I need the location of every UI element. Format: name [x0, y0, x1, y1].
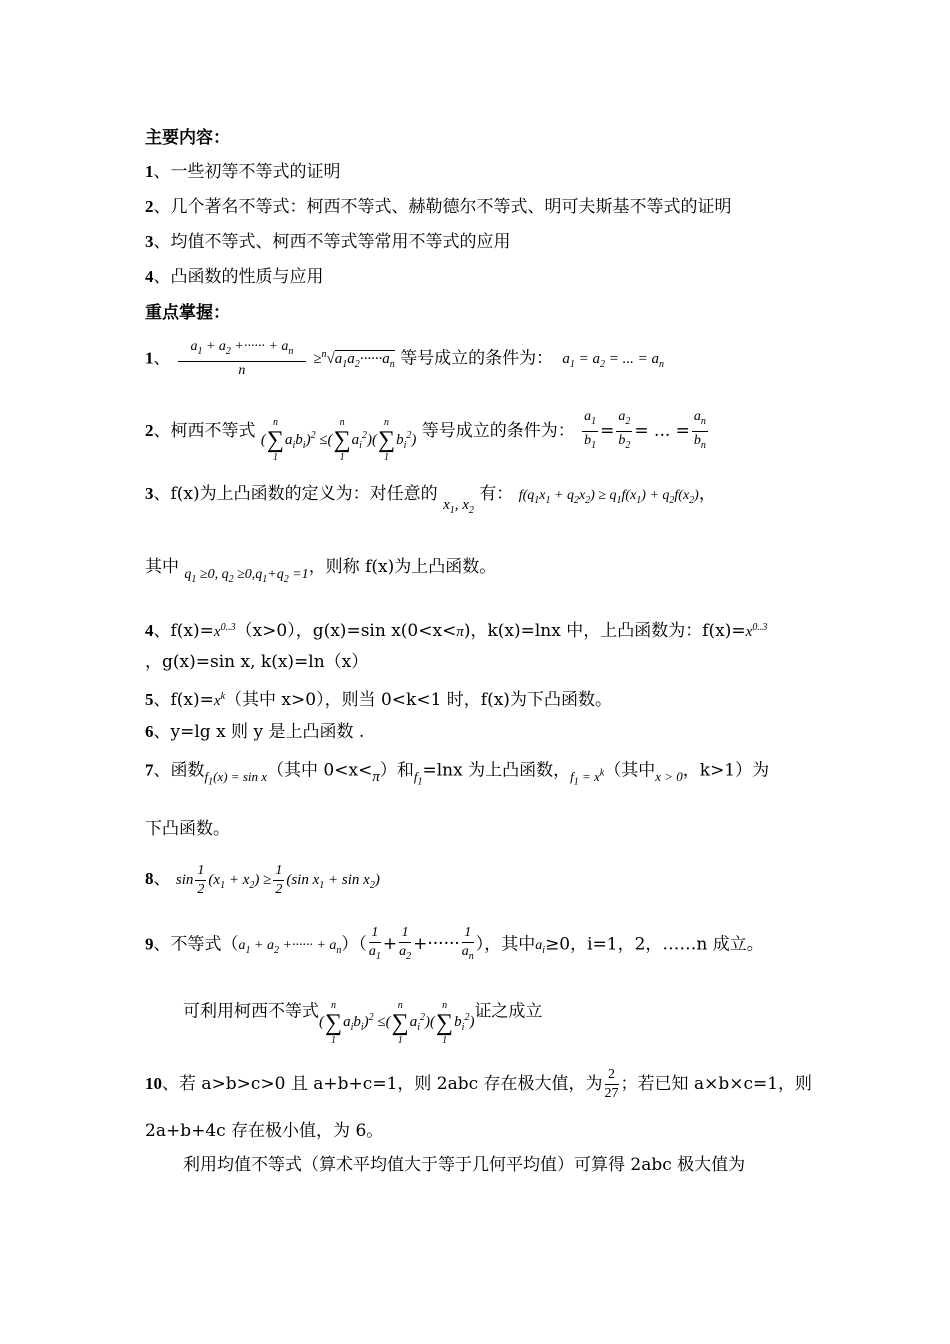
item-text: 、均值不等式、柯西不等式等常用不等式的应用	[153, 232, 511, 252]
equality-condition-formula: $a_1 = a_2$ = ... = $a_n$	[558, 351, 664, 371]
key-point-10	[145, 1066, 812, 1103]
exponent: 0..3	[220, 622, 236, 633]
sum-a-formula: $a_1 + a_2$ +······ + $a_n$	[238, 938, 342, 957]
pi-symbol: π	[372, 769, 380, 786]
points-formula: $x_1$, $x_2$	[443, 497, 474, 516]
item-text: 、f(x)=	[153, 690, 214, 710]
power-function-formula: f1 = xk	[570, 768, 605, 788]
exponent: 0..3	[752, 622, 768, 633]
item-text: 、f(x)=	[153, 621, 214, 641]
item-number: 5	[145, 690, 154, 709]
item-text: 、柯西不等式	[153, 420, 256, 441]
heading-key-points: 重点掌握：	[145, 303, 230, 323]
item-text: ）和	[379, 760, 414, 781]
key-point-9	[145, 924, 764, 966]
item-sep: 、	[153, 868, 171, 889]
power-k-formula: $x^k$	[213, 691, 226, 709]
power-formula: $x^{0..3}$	[213, 622, 236, 640]
key-point-10-line2: 2a+b+4c 存在极小值，为 6。	[145, 1121, 384, 1141]
key-point-6	[145, 721, 364, 743]
sine-function-formula: f1(x) = sin x	[204, 769, 268, 788]
f1-symbol: f1	[413, 769, 423, 788]
sine-concavity-formula: sin $\frac{1}{2}$ $(x_1 + x_2)$ ≥ $\frac{1}{2}$ (sin $x_1 + \sin x_2$)	[175, 863, 380, 897]
key-point-5	[145, 686, 612, 712]
item-text: ）（	[341, 934, 367, 955]
heading-main-content: 主要内容：	[145, 128, 230, 148]
item-number: 2	[145, 420, 154, 440]
domain-formula: x > 0	[655, 769, 683, 785]
item-number: 8	[145, 868, 154, 888]
key-point-4	[145, 617, 767, 643]
item-number: 1	[145, 348, 154, 368]
key-point-1	[145, 338, 664, 380]
item-text: 、f(x)为上凸函数的定义为：对任意的	[153, 484, 438, 504]
cauchy-equality-formula: $\frac{a_1}{b_1}$ = $\frac{a_2}{b_2}$ = ... = $\frac{a_n}{b_n}$	[584, 409, 706, 451]
power-formula: $x^{0..3}$	[745, 622, 768, 640]
list-item	[145, 231, 511, 253]
item-number: 6	[145, 722, 154, 741]
ai-symbol: $a_i$	[535, 938, 546, 957]
item-number: 7	[145, 760, 154, 780]
weights-formula: q1 ≥0, q2 ≥0,q1+q2 =1	[184, 567, 309, 585]
item-text: 、函数	[153, 760, 205, 781]
cauchy-inequality-formula: ( n ∑ 1 $a_ib_i)^2$ ≤( n ∑ 1 $a_i^2$)( n ∑ 1 $b_i^2$)	[260, 417, 417, 464]
item-text: 可利用柯西不等式	[183, 1001, 319, 1022]
item-number: 3	[145, 484, 154, 503]
item-text: 、不等式（	[153, 934, 239, 955]
key-point-7	[145, 757, 769, 788]
item-number: 9	[145, 934, 154, 954]
item-text-tail: ，	[698, 484, 716, 504]
key-point-3-line2	[145, 556, 496, 585]
item-number: 1	[145, 162, 154, 181]
item-text: 、几个著名不等式：柯西不等式、赫勒德尔不等式、明可夫斯基不等式的证明	[153, 197, 732, 217]
item-text: （其中 x>0），则当 0<k<1 时，f(x)为下凸函数。	[225, 690, 612, 710]
item-text: 、凸函数的性质与应用	[153, 267, 324, 287]
item-text: ；若已知 a×b×c=1，则	[620, 1074, 813, 1094]
item-number: 2	[145, 197, 154, 216]
item-text: （其中 0<x<	[267, 760, 373, 781]
list-item	[145, 161, 341, 183]
key-point-7-line2: 下凸函数。	[145, 819, 230, 839]
key-point-10-line3: 利用均值不等式（算术平均值大于等于几何平均值）可算得 2abc 极大值为	[183, 1155, 746, 1175]
item-text: 、若 a>b>c>0 且 a+b+c=1，则 2abc 存在极大值，为	[162, 1074, 603, 1094]
concavity-definition-formula: $f(q_1x_1 + q_2x_2) \ge q_1f(x_1) + q_2f(x_2)$	[518, 488, 699, 506]
item-text: ≥0，i=1，2，……n 成立。	[545, 934, 764, 955]
pi-symbol: π	[456, 624, 464, 640]
geometric-mean-formula: $\ge^n√a_1a_2\cdot\cdot\cdot\cdot\cdot\cdot a_n$	[313, 349, 395, 371]
item-text: 证之成立	[474, 1001, 543, 1022]
item-text: 其中	[145, 557, 179, 577]
item-text: 、y=lg x 则 y 是上凸函数 .	[153, 722, 365, 742]
key-point-9-note	[183, 990, 543, 1046]
cauchy-inequality-formula: ( n ∑ 1 $a_ib_i)^2$ ≤( n ∑ 1 $a_i^2$)( n ∑ 1 $b_i^2$)	[319, 1000, 475, 1046]
item-text: )，k(x)=lnx 中，上凸函数为：f(x)=	[463, 621, 746, 641]
item-text: ，k>1）为	[682, 760, 770, 781]
list-item	[145, 266, 324, 288]
item-number: 10	[145, 1074, 162, 1093]
key-point-4-line2: ，g(x)=sin x, k(x)=ln（x）	[145, 652, 369, 672]
item-text: ），其中	[475, 934, 536, 955]
key-point-2	[145, 408, 710, 464]
key-point-8	[145, 862, 380, 899]
item-sep: 、	[153, 348, 171, 369]
item-text: ，则称 f(x)为上凸函数。	[308, 557, 497, 577]
condition-label: 等号成立的条件为：	[400, 348, 554, 369]
item-text: 、一些初等不等式的证明	[153, 162, 341, 182]
list-item	[145, 196, 732, 218]
item-text: （其中	[604, 760, 656, 781]
item-text: =lnx 为上凸函数，	[422, 760, 571, 781]
item-text-mid: 有：	[479, 484, 514, 504]
item-number: 3	[145, 232, 154, 251]
item-number: 4	[145, 621, 154, 640]
key-point-3	[145, 483, 716, 516]
amgm-formula: $\frac{a_1 + a_2 +\cdot\cdot\cdot\cdot\cdot\cdot + a_n}{n}$	[178, 338, 306, 380]
max-value-fraction: $\frac{2}{27}$	[604, 1067, 619, 1101]
item-number: 4	[145, 267, 154, 286]
item-text: （x>0），g(x)=sin x(0<x<	[235, 621, 457, 641]
condition-label: 等号成立的条件为：	[421, 420, 575, 441]
reciprocal-sum-formula: $\frac{1}{a_1}$ + $\frac{1}{a_2}$ +······ $\frac{1}{a_n}$	[368, 925, 474, 962]
